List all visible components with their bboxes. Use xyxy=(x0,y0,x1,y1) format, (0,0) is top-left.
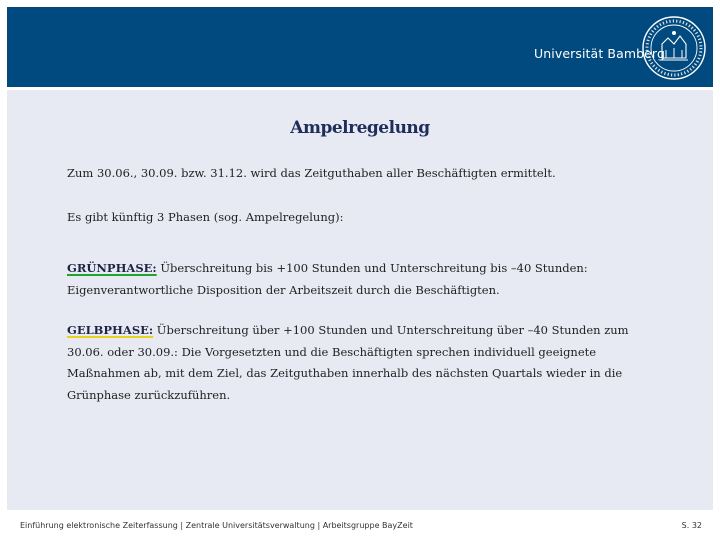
phases-intro-text: Es gibt künftig 3 Phasen (sog. Ampelregelung): xyxy=(67,210,344,224)
footer-text: Einführung elektronische Zeiterfassung | Zentrale Universitätsverwaltung | Arbeitsgruppe BayZeit xyxy=(20,521,413,530)
institution-name: Universität Bamberg xyxy=(534,46,665,61)
yellow-phase-text: Überschreitung über +100 Stunden und Unterschreitung über –40 Stunden zum 30.06. oder 30.09.: Die Vorgesetzten und die Beschäftigten sprechen individuell geeignete Maßnahmen ab, mit dem Ziel, das Zeitguthaben innerhalb des nächsten Quartals wieder in die Grünphase zurückzuführen. xyxy=(67,323,629,402)
header-bar xyxy=(7,7,713,87)
content-area xyxy=(7,90,713,510)
yellow-phase-label: GELBPHASE: xyxy=(67,323,154,337)
page-number: S. 32 xyxy=(681,521,702,530)
university-seal-icon xyxy=(640,14,708,82)
green-phase-label: GRÜNPHASE: xyxy=(67,261,157,275)
intro-text: Zum 30.06., 30.09. bzw. 31.12. wird das Zeitguthaben aller Beschäftigten ermittelt. xyxy=(67,166,556,180)
green-phase-paragraph xyxy=(67,258,647,301)
yellow-phase-paragraph xyxy=(67,320,647,406)
slide-title: Ampelregelung xyxy=(290,118,430,138)
green-phase-text: Überschreitung bis +100 Stunden und Unterschreitung bis –40 Stunden: Eigenverantwortliche Disposition der Arbeitszeit durch die Beschäftigten. xyxy=(67,261,588,297)
